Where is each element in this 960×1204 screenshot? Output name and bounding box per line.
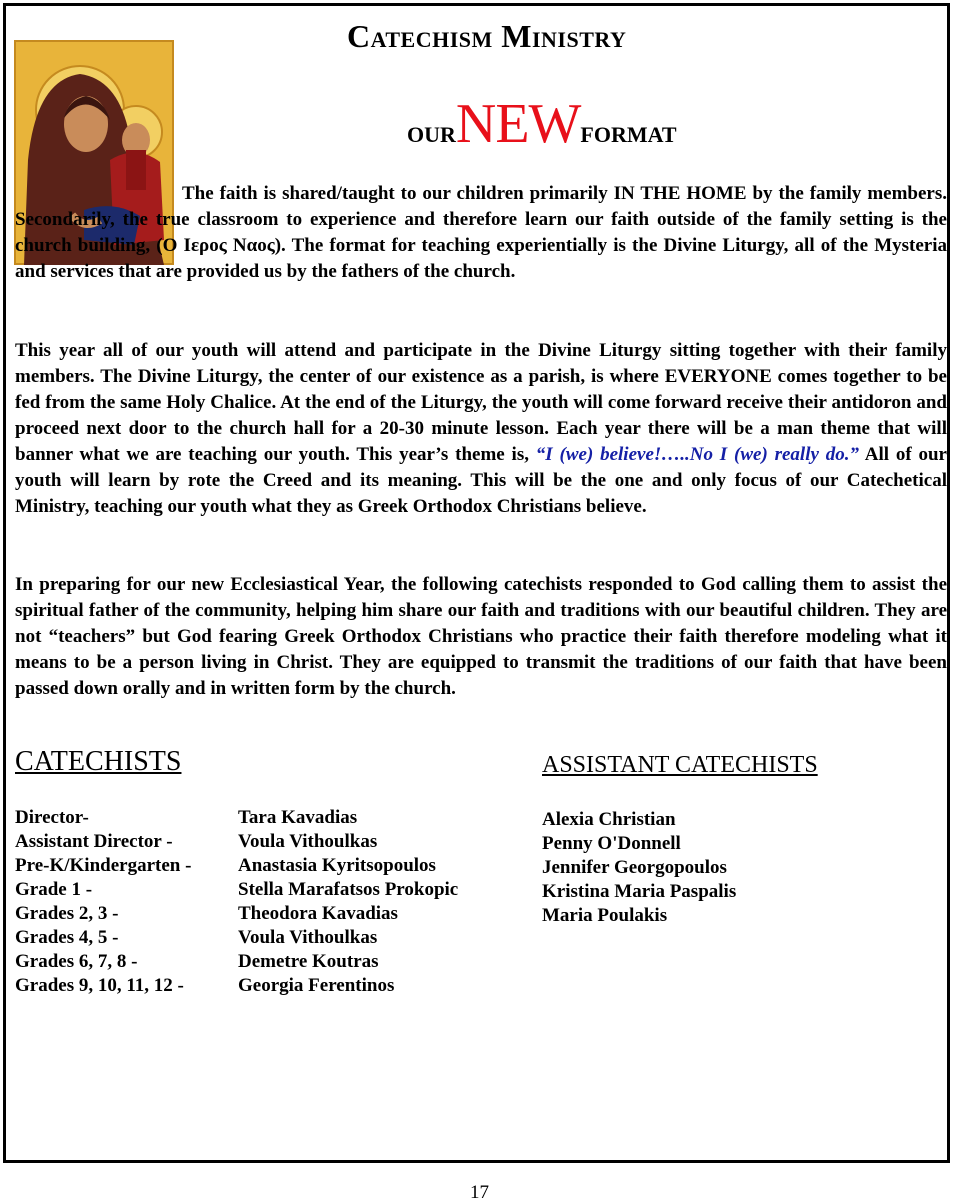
name-director: Tara Kavadias [238, 807, 358, 828]
subtitle-format: FORMAT [580, 122, 677, 147]
theme-quote: “I (we) believe!…..No I (we) really do.” [535, 444, 859, 465]
assistant-name: Kristina Maria Paspalis [542, 881, 737, 902]
role-grade-1: Grade 1 - [15, 879, 93, 900]
role-grades-9-12: Grades 9, 10, 11, 12 - [15, 975, 184, 996]
intro-paragraph: The faith is shared/taught to our children primarily IN THE HOME by the family members. Secondarily, the true classroom to experience and therefore learn our faith outside of the family setting is the church building, (Ο Ιερος Ναος). The format for teaching experientially is the Divine Liturgy, all of the Mysteria and services that are provided us by the fathers of the church. [15, 183, 947, 282]
catechists-heading: CATECHISTS [15, 746, 182, 777]
role-prek: Pre-K/Kindergarten - [15, 855, 192, 876]
page-number: 17 [470, 1182, 489, 1203]
role-grades-4-5: Grades 4, 5 - [15, 927, 119, 948]
name-grade-1: Stella Marafatsos Prokopic [238, 879, 459, 900]
role-grades-6-8: Grades 6, 7, 8 - [15, 951, 138, 972]
subtitle-new: NEW [455, 93, 581, 155]
liturgy-paragraph [15, 338, 947, 520]
liturgy-text-b: All of our youth will learn by rote the Creed and its meaning. This will be the one and only focus of our Catechetical Ministry, teaching our youth what they as Greek Orthodox Christians believe. [15, 444, 947, 517]
catechist-names [238, 806, 518, 998]
liturgy-text-a: This year all of our youth will attend and participate in the Divine Liturgy sitting together with their family members. The Divine Liturgy, the center of our existence as a parish, is where EVERYONE comes together to be fed from the same Holy Chalice. At the end of the Liturgy, the youth will come forward receive their antidoron and proceed next door to the church hall for a 20-30 minute lesson. Each year there will be a man theme that will banner what we are teaching our youth. This year’s theme is, [15, 340, 947, 465]
assistant-catechists-heading: ASSISTANT CATECHISTS [542, 752, 818, 778]
assistant-name: Penny O'Donnell [542, 833, 681, 854]
subtitle-our: OUR [407, 122, 456, 147]
page-subtitle [407, 92, 677, 156]
catechist-roles [15, 806, 237, 998]
name-grades-4-5: Voula Vithoulkas [238, 927, 378, 948]
role-assistant-director: Assistant Director - [15, 831, 173, 852]
name-assistant-director: Voula Vithoulkas [238, 831, 378, 852]
name-grades-9-12: Georgia Ferentinos [238, 975, 395, 996]
assistant-name: Maria Poulakis [542, 905, 668, 926]
assistant-name: Alexia Christian [542, 809, 676, 830]
assistant-catechist-list [542, 808, 842, 928]
assistant-name: Jennifer Georgopoulos [542, 857, 727, 878]
name-prek: Anastasia Kyritsopoulos [238, 855, 436, 876]
catechists-paragraph: In preparing for our new Ecclesiastical Year, the following catechists responded to God calling them to assist the spiritual father of the community, helping him share our faith and traditions with our beautiful children. They are not “teachers” but God fearing Greek Orthodox Christians who practice their faith therefore modeling what it means to be a person living in Christ. They are equipped to transmit the traditions of our faith that have been passed down orally and in written form by the church. [15, 574, 947, 699]
name-grades-6-8: Demetre Koutras [238, 951, 379, 972]
role-director: Director- [15, 807, 89, 828]
role-grades-2-3: Grades 2, 3 - [15, 903, 119, 924]
name-grades-2-3: Theodora Kavadias [238, 903, 398, 924]
page-title: Catechism Ministry [347, 18, 627, 54]
